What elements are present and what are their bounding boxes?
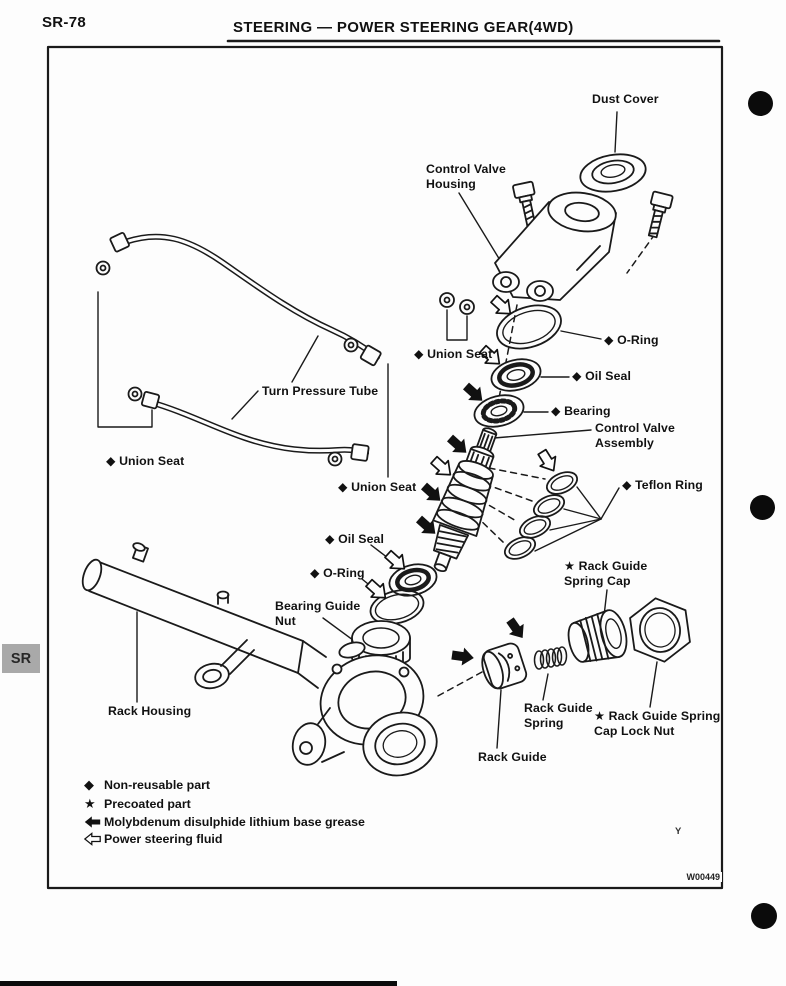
label-union-seat-top: ◆ Union Seat bbox=[414, 347, 493, 361]
housing-bolt-right bbox=[643, 191, 673, 239]
rack-guide-part bbox=[478, 641, 528, 691]
legend-item-label: Power steering fluid bbox=[104, 832, 223, 846]
label-control-valve-housing: Control Valve Housing bbox=[426, 162, 506, 191]
legend-item-label: Non-reusable part bbox=[104, 778, 211, 792]
label-dust-cover: Dust Cover bbox=[592, 92, 659, 106]
label-rack-guide-spring-cap: ★ Rack Guide Spring Cap bbox=[564, 559, 648, 588]
label-teflon-ring: ◆ Teflon Ring bbox=[622, 478, 703, 492]
black-star-icon: ★ bbox=[84, 796, 96, 811]
registration-dot bbox=[751, 903, 777, 929]
black-diamond-icon: ◆ bbox=[84, 777, 94, 792]
label-oil-seal-lower: ◆ Oil Seal bbox=[325, 532, 384, 546]
label-o-ring-lower: ◆ O-Ring bbox=[310, 566, 365, 580]
label-o-ring-upper: ◆ O-Ring bbox=[604, 333, 659, 347]
control-valve-housing-part bbox=[493, 188, 618, 301]
page-title: STEERING — POWER STEERING GEAR(4WD) bbox=[233, 19, 574, 36]
legend-item-label: Molybdenum disulphide lithium base grease bbox=[104, 815, 365, 829]
rack-guide-spring-part bbox=[535, 647, 567, 669]
page-number: SR-78 bbox=[42, 14, 87, 31]
legend-item-precoated bbox=[84, 796, 365, 812]
legend bbox=[84, 777, 365, 846]
label-rack-guide-spring: Rack Guide Spring bbox=[524, 701, 593, 730]
section-tab-sr: SR bbox=[2, 644, 40, 673]
legend-item-non-reusable bbox=[84, 777, 365, 793]
rack-housing-part bbox=[79, 542, 443, 783]
label-bearing: ◆ Bearing bbox=[551, 404, 611, 418]
label-bearing-guide-nut: Bearing Guide Nut bbox=[275, 599, 361, 628]
stray-y-mark: Y bbox=[675, 826, 682, 837]
label-rack-guide-spring-cap-lock-nut: ★ Rack Guide Spring Cap Lock Nut bbox=[594, 709, 721, 738]
lock-nut-part bbox=[628, 594, 692, 665]
label-turn-pressure-tube: Turn Pressure Tube bbox=[262, 384, 379, 398]
scan-edge-bar bbox=[0, 981, 397, 986]
registration-dot bbox=[750, 495, 775, 520]
dust-cover-part bbox=[577, 150, 648, 197]
union-seat-parts-top bbox=[440, 293, 474, 314]
label-union-seat-left: ◆ Union Seat bbox=[106, 454, 185, 468]
legend-item-fluid bbox=[84, 832, 365, 846]
figure-code: W00449 bbox=[652, 872, 722, 882]
hollow-left-arrow-icon bbox=[84, 832, 101, 846]
legend-item-grease bbox=[84, 815, 365, 829]
rack-guide-spring-cap-part bbox=[564, 607, 631, 667]
teflon-ring-parts bbox=[502, 468, 581, 563]
turn-pressure-tubes-part bbox=[97, 232, 382, 465]
label-rack-housing: Rack Housing bbox=[108, 704, 192, 718]
solid-left-arrow-icon bbox=[84, 815, 101, 829]
label-oil-seal-upper: ◆ Oil Seal bbox=[572, 369, 631, 383]
legend-item-label: Precoated part bbox=[104, 797, 191, 811]
registration-dot bbox=[748, 91, 773, 116]
label-rack-guide: Rack Guide bbox=[478, 750, 547, 764]
label-union-seat-mid: ◆ Union Seat bbox=[338, 480, 417, 494]
label-control-valve-assembly: Control Valve Assembly bbox=[595, 421, 675, 450]
